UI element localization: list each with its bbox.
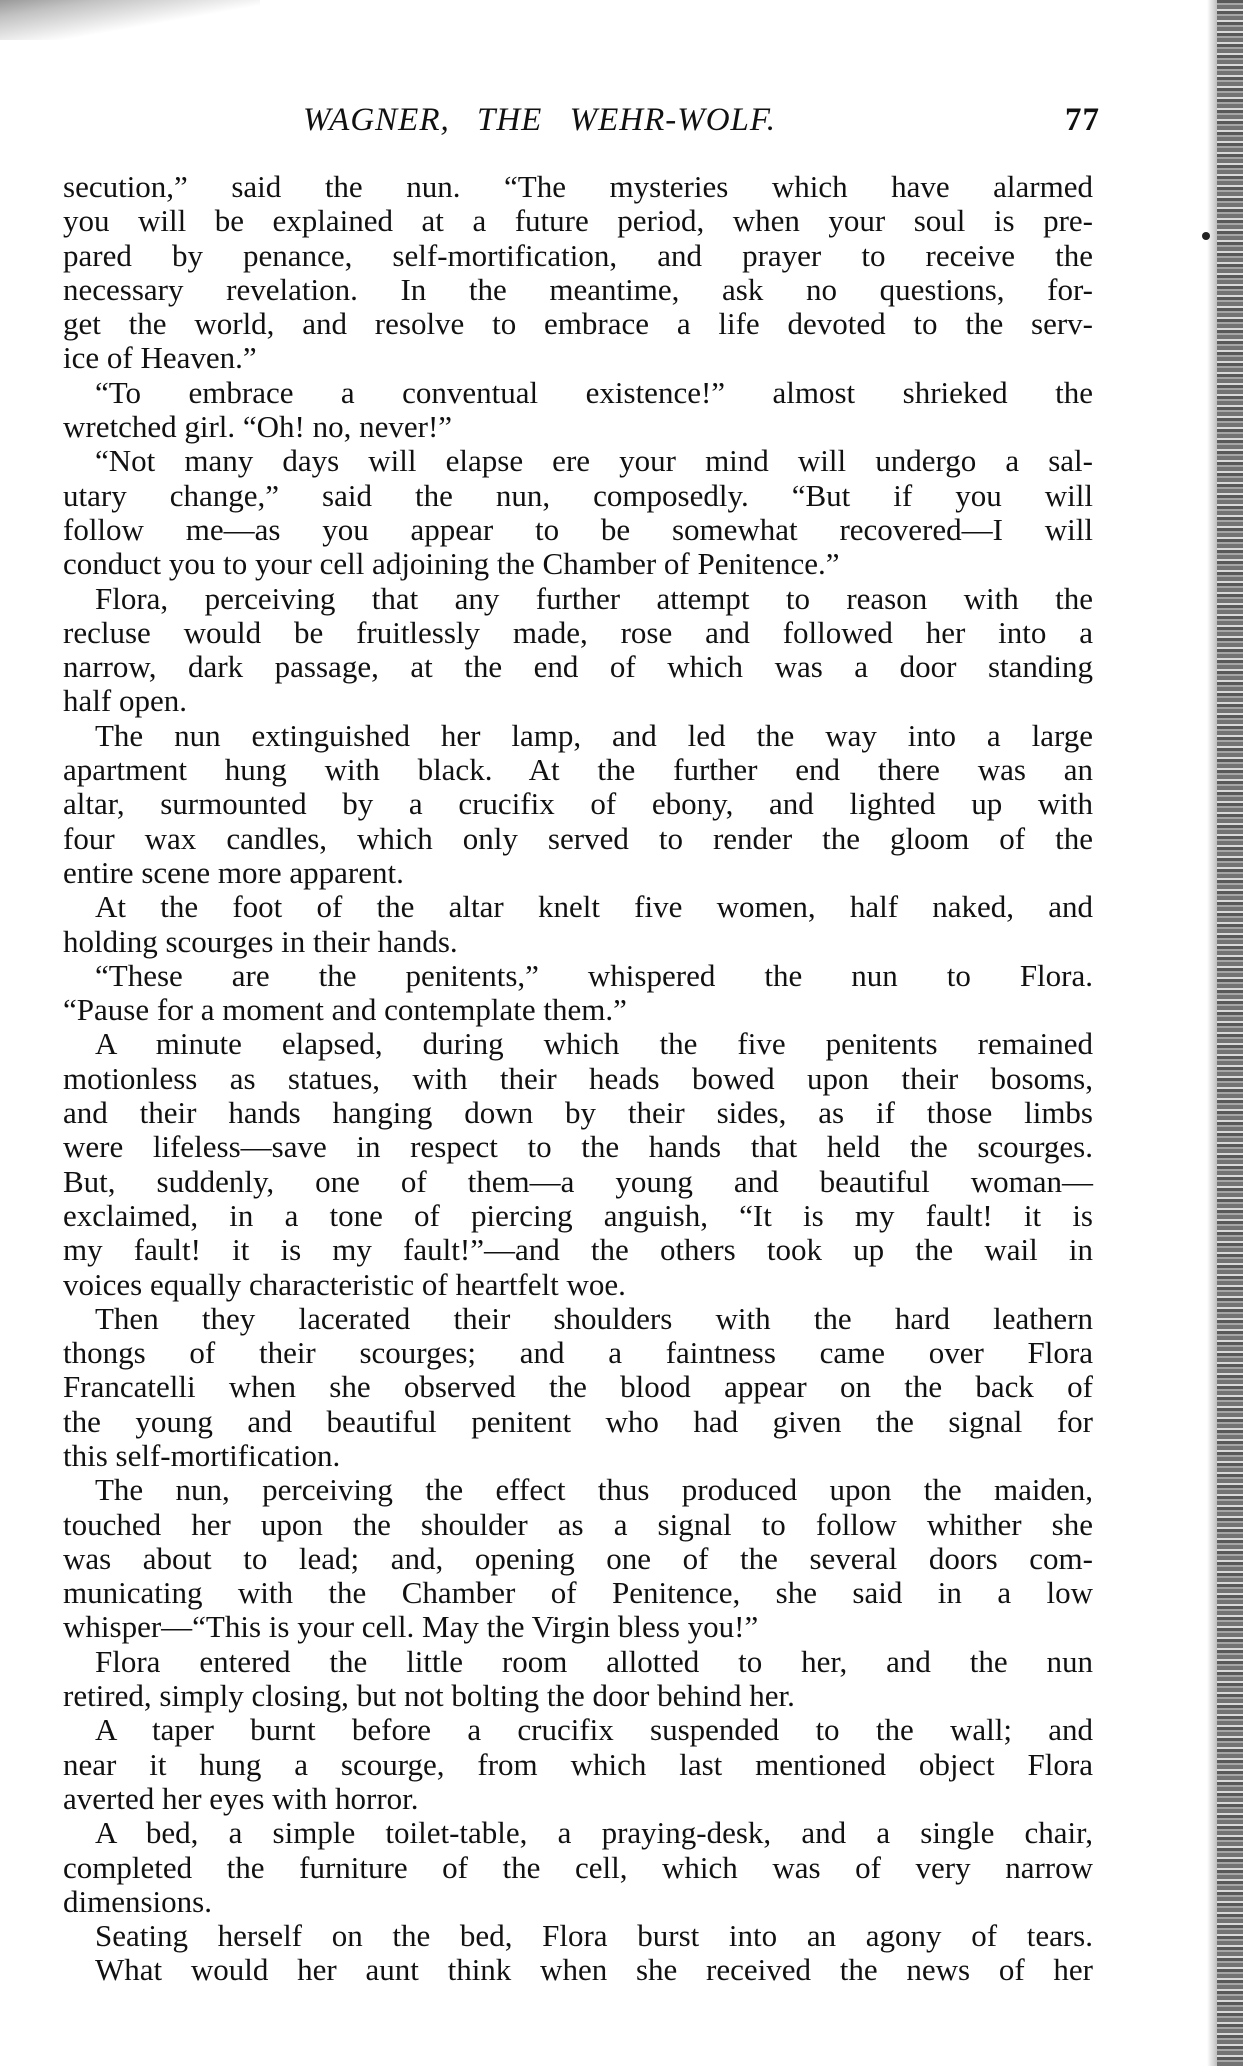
text-line: was about to lead; and, opening one of the several doors com- — [63, 1540, 1093, 1576]
text-line: “To embrace a conventual existence!” almost shrieked the — [95, 374, 1093, 410]
text-line: Flora, perceiving that any further attempt to reason with the — [95, 580, 1093, 616]
text-line: touched her upon the shoulder as a signal to follow whither she — [63, 1506, 1093, 1542]
text-line: near it hung a scourge, from which last mentioned object Flora — [63, 1746, 1093, 1782]
text-line: But, suddenly, one of them—a young and beautiful woman— — [63, 1163, 1093, 1199]
text-line: four wax candles, which only served to render the gloom of the — [63, 820, 1093, 856]
text-line: “Pause for a moment and contemplate them.” — [63, 992, 627, 1028]
text-line: “These are the penitents,” whispered the nun to Flora. — [95, 957, 1093, 993]
text-line: were lifeless—save in respect to the hands that held the scourges. — [63, 1129, 1093, 1165]
page-number: 77 — [1065, 102, 1100, 138]
text-line: voices equally characteristic of heartfelt woe. — [63, 1266, 626, 1302]
text-line: Then they lacerated their shoulders with the hard leathern — [95, 1300, 1093, 1336]
text-line: Francatelli when she observed the blood appear on the back of — [63, 1369, 1093, 1405]
text-line: and their hands hanging down by their sides, as if those limbs — [63, 1095, 1093, 1131]
text-line: altar, surmounted by a crucifix of ebony, and lighted up with — [63, 786, 1093, 822]
text-line: A taper burnt before a crucifix suspended to the wall; and — [95, 1712, 1093, 1748]
text-line: retired, simply closing, but not bolting the door behind her. — [63, 1678, 795, 1714]
text-line: averted her eyes with horror. — [63, 1780, 419, 1816]
text-line: motionless as statues, with their heads bowed upon their bosoms, — [63, 1060, 1093, 1096]
text-line: dimensions. — [63, 1883, 212, 1919]
text-line: thongs of their scourges; and a faintness came over Flora — [63, 1335, 1093, 1371]
text-line: narrow, dark passage, at the end of which was a door standing — [63, 649, 1093, 685]
text-line: wretched girl. “Oh! no, never!” — [63, 409, 453, 445]
text-line: entire scene more apparent. — [63, 854, 404, 890]
scan-page-edge — [1217, 0, 1243, 2066]
text-line: exclaimed, in a tone of piercing anguish, “It is my fault! it is — [63, 1197, 1093, 1233]
text-line: follow me—as you appear to be somewhat recovered—I will — [63, 511, 1093, 547]
text-line: The nun, perceiving the effect thus produced upon the maiden, — [95, 1472, 1093, 1508]
text-line: apartment hung with black. At the further end there was an — [63, 752, 1093, 788]
text-line: “Not many days will elapse ere your mind will undergo a sal- — [95, 443, 1093, 479]
text-line: this self-mortification. — [63, 1437, 341, 1473]
running-header — [303, 102, 1100, 142]
text-line: The nun extinguished her lamp, and led the way into a large — [95, 717, 1093, 753]
text-line: secution,” said the nun. “The mysteries which have alarmed — [63, 169, 1093, 204]
ink-speck — [1202, 232, 1210, 240]
text-line: Seating herself on the bed, Flora burst into an agony of tears. — [95, 1918, 1093, 1954]
text-line: municating with the Chamber of Penitence, she said in a low — [63, 1575, 1093, 1611]
text-line: completed the furniture of the cell, which was of very narrow — [63, 1849, 1093, 1885]
text-line: get the world, and resolve to embrace a life devoted to the serv- — [63, 306, 1093, 342]
text-line: A bed, a simple toilet-table, a praying-desk, and a single chair, — [95, 1815, 1093, 1851]
text-line: What would her aunt think when she received the news of her — [95, 1952, 1093, 1988]
text-line: whisper—“This is your cell. May the Virgin bless you!” — [63, 1609, 759, 1645]
running-title: WAGNER, THE WEHR-WOLF. — [303, 102, 777, 138]
page-body-text — [63, 170, 1093, 1988]
text-line: utary change,” said the nun, composedly. “But if you will — [63, 477, 1093, 513]
text-line: you will be explained at a future period, when your soul is pre- — [63, 203, 1093, 239]
text-line: ice of Heaven.” — [63, 340, 257, 376]
text-line: At the foot of the altar knelt five women, half naked, and — [95, 889, 1093, 925]
scan-smudge — [0, 0, 260, 40]
text-line: necessary revelation. In the meantime, ask no questions, for- — [63, 271, 1093, 307]
text-line: half open. — [63, 683, 187, 719]
text-line: holding scourges in their hands. — [63, 923, 458, 959]
text-line: pared by penance, self-mortification, and prayer to receive the — [63, 237, 1093, 273]
text-line: my fault! it is my fault!”—and the others took up the wail in — [63, 1232, 1093, 1268]
scan-shadow — [1207, 0, 1217, 2066]
text-line: Flora entered the little room allotted to her, and the nun — [95, 1643, 1093, 1679]
text-line: A minute elapsed, during which the five penitents remained — [95, 1026, 1093, 1062]
text-line: recluse would be fruitlessly made, rose and followed her into a — [63, 614, 1093, 650]
text-line: the young and beautiful penitent who had given the signal for — [63, 1403, 1093, 1439]
text-line: conduct you to your cell adjoining the Chamber of Penitence.” — [63, 546, 840, 582]
